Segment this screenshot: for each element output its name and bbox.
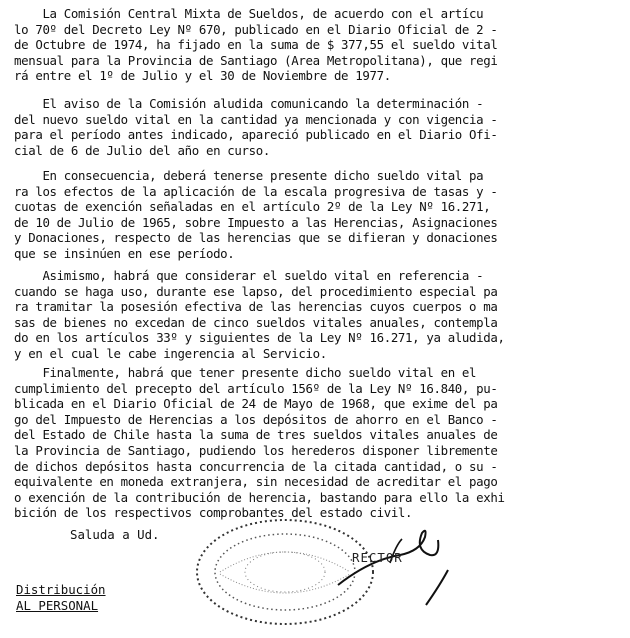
handwritten-signature [330,515,460,615]
paragraph-4: Asimismo, habrá que considerar el sueldo vital en referencia - cuando se haga uso, durante ese lapso, del procedimiento especial pa ra tramitar la posesión efectiva de las herencias cuyos cuerpos o ma sas de bienes no excedan de cinco sueldos vitales anuales, contempla do en los artículos 33º y siguientes de la Ley Nº 16.271, ya aludida, y en el cual le cabe ingerencia al Servicio. [14,268,505,361]
distribution-recipient: AL PERSONAL [16,597,99,613]
paragraph-1: La Comisión Central Mixta de Sueldos, de acuerdo con el artícu lo 70º del Decreto Ley Nº 670, publicado en el Diario Oficial de 2 - de Octubre de 1974, ha fijado en la suma de $ 377,55 el sueldo vital mensual para la Provincia de Santiago (Area Metropolitana), que regi rá entre el 1º de Julio y el 30 de Noviembre de 1977. [14,6,498,84]
paragraph-3: En consecuencia, deberá tenerse presente dicho sueldo vital pa ra los efectos de la aplicación de la escala progresiva de tasas y - cuotas de exención señaladas en el artículo 2º de la Ley Nº 16.271, de 10 de Julio de 1965, sobre Impuesto a las Herencias, Asignaciones y Donaciones, respecto de las herencias que se difieran y donaciones que se insinúen en ese período. [14,168,498,261]
paragraph-2: El aviso de la Comisión aludida comunicando la determinación - del nuevo sueldo vital en la cantidad ya mencionada y con vigencia - para el período antes indicado, apareció publicado en el Diario Ofi- cial de 6 de Julio del año en curso. [14,96,498,158]
distribution-block [16,582,106,613]
paragraph-5: Finalmente, habrá que tener presente dicho sueldo vital en el cumplimiento del precepto del artículo 156º de la Ley Nº 16.840, pu- blicada en el Diario Oficial de 24 de Mayo de 1968, que exime del pa go del Impuesto de Herencias a los depósitos de ahorro en el Banco - del Estado de Chile hasta la suma de tres sueldos vitales anuales de la Provincia de Santiago, pudiendo los herederos disponer libremente de dichos depósitos hasta concurrencia de la citada cantidad, o su - equivalente en moneda extranjera, sin necesidad de acreditar el pago o exención de la contribución de herencia, bastando para ello la exhi bición de los respectivos comprobantes del estado civil. [14,365,505,521]
distribution-heading: Distribución [16,582,106,597]
closing-line: Saluda a Ud. [70,527,160,542]
signature-title: RECTOR [352,550,403,565]
